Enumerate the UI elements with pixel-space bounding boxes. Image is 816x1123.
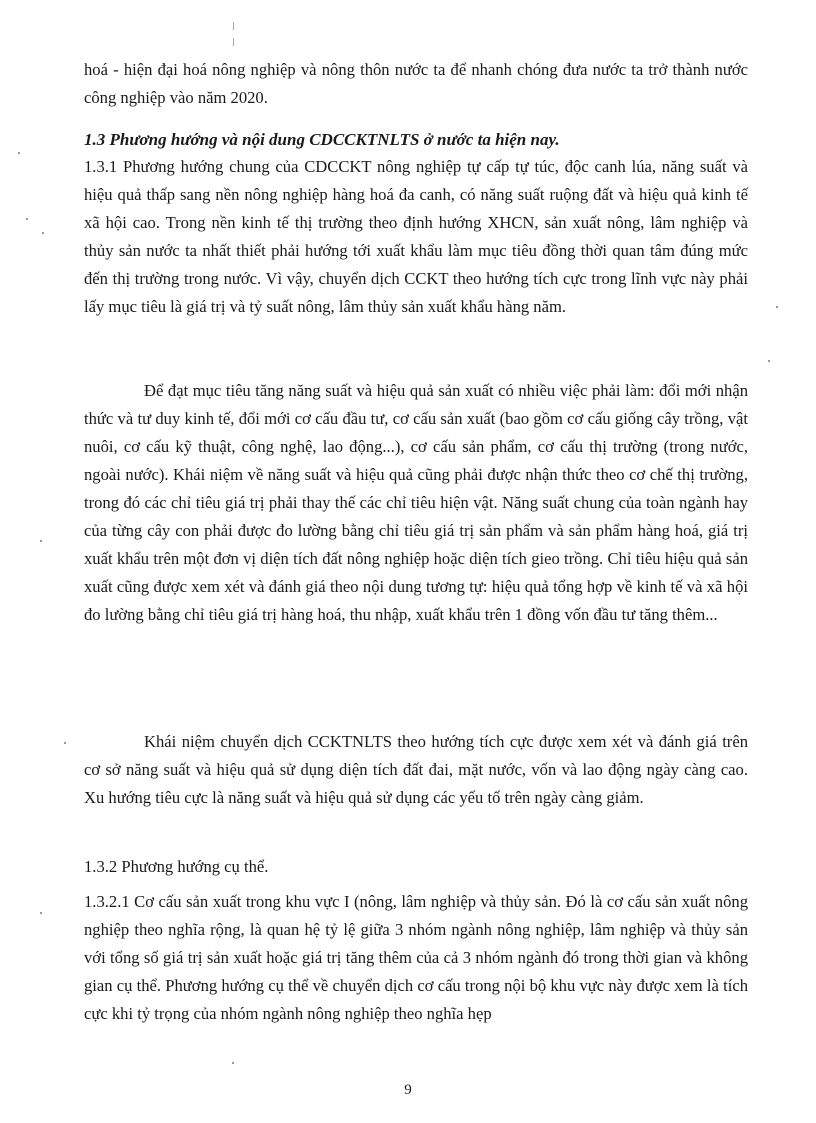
- paragraph-productivity-goals: Để đạt mục tiêu tăng năng suất và hiệu quả sản xuất có nhiều việc phải làm: đổi mới nhận thức và tư duy kinh tế, đổi mới cơ cấu đầu tư, cơ cấu sản xuất (bao gồm cơ cấu giống cây trồng, vật nuôi, cơ cấu kỹ thuật, công nghệ, lao động...), cơ cấu sản phẩm, cơ cấu thị trường (trong nước, ngoài nước). Khái niệm về năng suất và hiệu quả cũng phải được nhận thức theo cơ chế thị trường, trong đó các chỉ tiêu giá trị phải thay thế các chỉ tiêu hiện vật. Năng suất chung của toàn ngành hay của từng cây con phải được đo lường bằng chỉ tiêu giá trị sản phẩm và sản phẩm hàng hoá, giá trị xuất khẩu trên một đơn vị diện tích đất nông nghiệp hoặc diện tích gieo trồng. Chỉ tiêu hiệu quả sản xuất cũng được xem xét và đánh giá theo nội dung tương tự: hiệu quả tổng hợp về kinh tế và xã hội đo lường bằng chỉ tiêu giá trị hàng hoá, thu nhập, xuất khẩu trên 1 đồng vốn đầu tư tăng thêm...: [84, 381, 748, 624]
- scan-mark: [18, 152, 20, 154]
- scan-mark: [232, 1062, 234, 1064]
- scan-mark: [768, 360, 770, 362]
- scan-mark: [64, 742, 66, 744]
- scan-mark: [42, 232, 44, 234]
- scan-mark: [26, 218, 28, 220]
- scan-mark: [233, 38, 234, 46]
- subsection-heading: 1.3.2 Phương hướng cụ thể.: [84, 857, 269, 876]
- paragraph-general-direction: 1.3.1 Phương hướng chung của CDCCKT nông nghiệp tự cấp tự túc, độc canh lúa, năng suất và hiệu quả thấp sang nền nông nghiệp hàng hoá đa canh, có năng suất ruộng đất và hiệu quả kinh tế xã hội cao. Trong nền kinh tế thị trường theo định hướng XHCN, sản xuất nông, lâm nghiệp và thủy sản nước ta nhất thiết phải hướng tới xuất khẩu làm mục tiêu đồng thời quan tâm đúng mức đến thị trường trong nước. Vì vậy, chuyển dịch CCKT theo hướng tích cực trong lĩnh vực này phải lấy mục tiêu là giá trị và tỷ suất nông, lâm thủy sản xuất khẩu hàng năm.: [84, 157, 748, 316]
- paragraph-intro: hoá - hiện đại hoá nông nghiệp và nông thôn nước ta để nhanh chóng đưa nước ta trở thành nước công nghiệp vào năm 2020.: [84, 60, 748, 107]
- section-heading: 1.3 Phương hướng và nội dung CDCCKTNLTS ở nước ta hiện nay.: [84, 130, 560, 149]
- paragraph-positive-concept: Khái niệm chuyển dịch CCKTNLTS theo hướng tích cực được xem xét và đánh giá trên cơ sở năng suất và hiệu quả sử dụng diện tích đất đai, mặt nước, vốn và lao động ngày càng cao. Xu hướng tiêu cực là năng suất và hiệu quả sử dụng các yếu tố trên ngày càng giảm.: [84, 732, 748, 807]
- scan-mark: [776, 306, 778, 308]
- paragraph-sector-structure: 1.3.2.1 Cơ cấu sản xuất trong khu vực I (nông, lâm nghiệp và thủy sản. Đó là cơ cấu sản xuất nông nghiệp theo nghĩa rộng, là quan hệ tỷ lệ giữa 3 nhóm ngành nông nghiệp, lâm nghiệp và thủy sản với tổng số giá trị sản xuất hoặc giá trị tăng thêm của cả 3 nhóm ngành đó trong thời gian và không gian cụ thể. Phương hướng cụ thể về chuyển dịch cơ cấu trong nội bộ khu vực này được xem là tích cực khi tỷ trọng của nhóm ngành nông nghiệp theo nghĩa hẹp: [84, 892, 748, 1023]
- page-number: 9: [404, 1082, 412, 1098]
- scan-mark: [40, 540, 42, 542]
- scan-mark: [233, 22, 234, 30]
- scan-mark: [40, 912, 42, 914]
